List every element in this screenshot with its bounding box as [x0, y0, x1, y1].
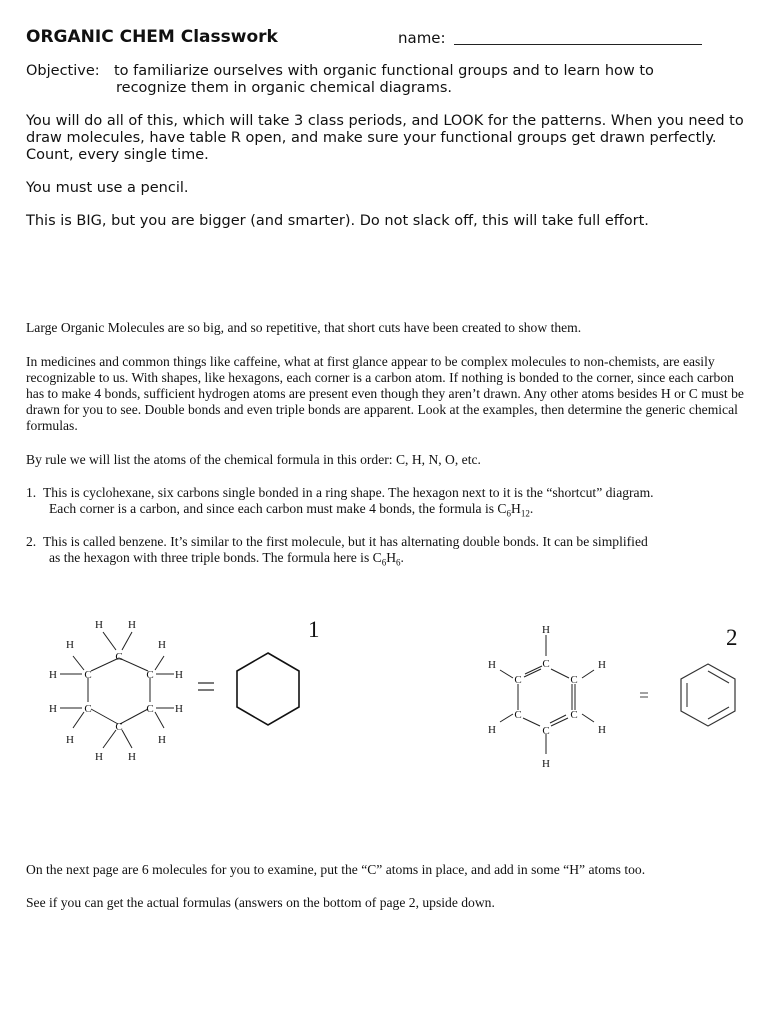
item-number: 2. [26, 534, 37, 549]
svg-text:C: C [84, 669, 92, 681]
cyclohexane-hexagon [232, 649, 304, 729]
svg-text:C: C [115, 651, 123, 663]
item-text-line2: as the hexagon with three triple bonds. The formula here is $C_6H_6$. [49, 550, 404, 568]
item-text-line1: This is called benzene. It’s similar to the first molecule, but it has alternating double bonds. It can be simplified [43, 534, 648, 549]
svg-text:H: H [66, 639, 74, 651]
objective [26, 63, 746, 97]
svg-text:H: H [542, 624, 550, 636]
svg-text:H: H [488, 724, 496, 736]
svg-text:C: C [570, 674, 578, 686]
benzene-hexagon [676, 660, 740, 732]
svg-text:C: C [542, 658, 550, 670]
cyclohexane-structure [40, 612, 200, 772]
objective-text-line1: to familiarize ourselves with organic functional groups and to learn how to [114, 63, 654, 79]
formula-answers-note: See if you can get the actual formulas (answers on the bottom of page 2, upside down. [26, 895, 495, 910]
svg-text:H: H [598, 724, 606, 736]
hexagon-explanation-paragraph: In medicines and common things like caffeine, what at first glance appear to be complex molecules to non-chemists, are easily recognizable to us. With shapes, like hexagons, each corner is a carbon atom. If nothing is bonded to the corner, since each carbon has to make 4 bonds, sufficient hydrogen atoms are present even though they aren’t drawn. Any other atoms besides H or C must be drawn for you to see. Double bonds and even triple bonds are apparent. Look at the examples, then determine the generic chemical formulas. [26, 354, 744, 433]
diagram-number-2: 2 [726, 625, 738, 650]
svg-text:C: C [570, 709, 578, 721]
diagram-number-1: 1 [308, 617, 320, 642]
svg-text:H: H [598, 659, 606, 671]
list-item-cyclohexane [26, 485, 746, 517]
svg-text:C: C [115, 721, 123, 733]
pencil-paragraph: You must use a pencil. [26, 180, 189, 196]
name-blank-line [454, 44, 702, 45]
item-number: 1. [26, 485, 37, 500]
name-label: name: [398, 29, 446, 47]
item-text-line2: Each corner is a carbon, and since each carbon must make 4 bonds, the formula is $C_6H_{12}$. [49, 501, 534, 519]
svg-text:C: C [514, 674, 522, 686]
svg-text:C: C [514, 709, 522, 721]
next-page-instructions: On the next page are 6 molecules for you to examine, put the “C” atoms in place, and add in some “H” atoms too. [26, 862, 646, 877]
svg-text:H: H [49, 703, 57, 715]
svg-text:H: H [95, 619, 103, 631]
svg-text:H: H [175, 703, 183, 715]
equals-sign [196, 676, 216, 696]
svg-text:H: H [128, 619, 136, 631]
svg-text:C: C [542, 725, 550, 737]
svg-text:H: H [158, 734, 166, 746]
svg-text:H: H [66, 734, 74, 746]
list-item-benzene [26, 534, 746, 566]
objective-text-line2: recognize them in organic chemical diagrams. [116, 80, 452, 96]
effort-paragraph: This is BIG, but you are bigger (and smarter). Do not slack off, this will take full effort. [26, 213, 649, 229]
svg-text:C: C [146, 703, 154, 715]
page-title: ORGANIC CHEM Classwork [26, 27, 278, 47]
objective-label: Objective: [26, 63, 100, 79]
svg-text:H: H [95, 751, 103, 763]
benzene-structure [478, 620, 618, 772]
svg-text:H: H [175, 669, 183, 681]
svg-text:H: H [488, 659, 496, 671]
svg-text:H: H [49, 669, 57, 681]
svg-text:H: H [128, 751, 136, 763]
svg-text:C: C [84, 703, 92, 715]
equals-sign-small [638, 690, 650, 700]
item-text-line1: This is cyclohexane, six carbons single bonded in a ring shape. The hexagon next to it is the “shortcut” diagram. [43, 485, 654, 500]
svg-text:C: C [146, 669, 154, 681]
shortcut-paragraph: Large Organic Molecules are so big, and so repetitive, that short cuts have been created to show them. [26, 320, 582, 335]
instructions-paragraph: You will do all of this, which will take 3 class periods, and LOOK for the patterns. When you need to draw molecules, have table R open, and make sure your functional groups get drawn perfectly. Count, every single time. [26, 113, 744, 163]
svg-text:H: H [542, 758, 550, 770]
formula-order-paragraph: By rule we will list the atoms of the chemical formula in this order: C, H, N, O, etc. [26, 452, 481, 467]
svg-text:H: H [158, 639, 166, 651]
